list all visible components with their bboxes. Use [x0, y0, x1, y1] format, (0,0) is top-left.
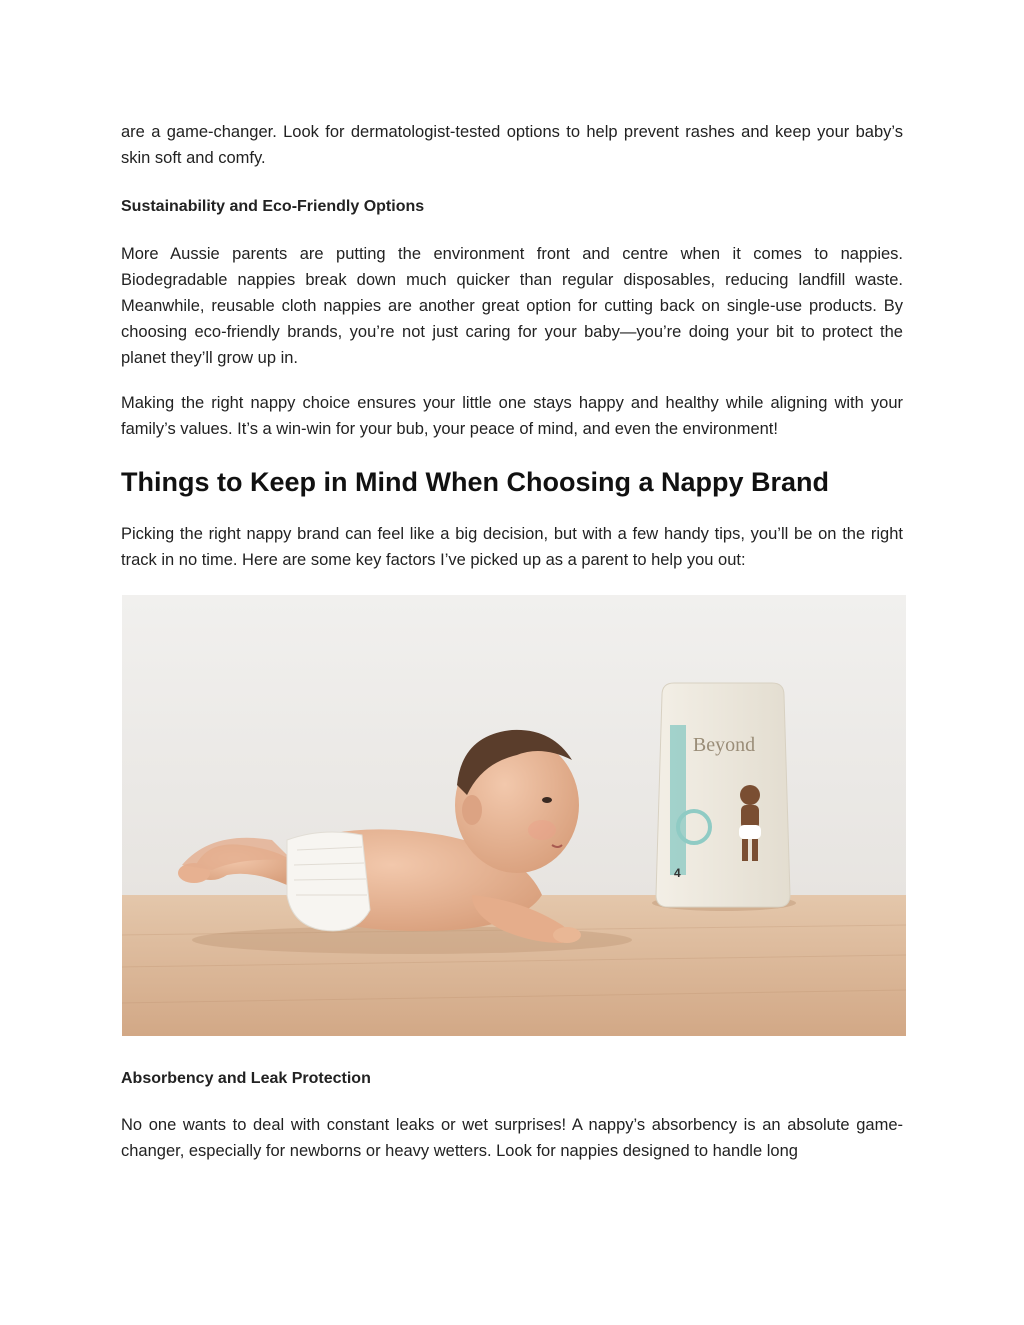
package-brand: Beyond	[692, 734, 756, 756]
package-size: 4	[674, 866, 681, 880]
subheading-sustainability: Sustainability and Eco-Friendly Options	[121, 198, 425, 215]
nappy-package	[652, 683, 796, 911]
paragraph-intro-tips: Picking the right nappy brand can feel like a big decision, but with a few handy tips, you’ll be on the right track in no time. Here are some key factors I’ve picked up as a parent to help you out:	[121, 525, 903, 569]
paragraph-skin-care: are a game-changer. Look for dermatologist-tested options to help prevent rashes and keep your baby’s skin soft and comfy.	[121, 123, 903, 167]
paragraph-sustainability: More Aussie parents are putting the environment front and centre when it comes to nappies. Biodegradable nappies break down much quicker than regular disposables, reducing landfill waste. Meanwhile, reusable cloth nappies are another great option for cutting back on single-use products. By choosing eco-friendly brands, you’re not just caring for your baby—you’re doing your bit to protect the planet they’ll grow up in.	[121, 245, 903, 367]
baby-nappy-photo	[122, 595, 906, 1036]
subheading-absorbency: Absorbency and Leak Protection	[121, 1070, 371, 1087]
section-heading: Things to Keep in Mind When Choosing a Nappy Brand	[121, 467, 829, 497]
paragraph-right-choice: Making the right nappy choice ensures your little one stays happy and healthy while aligning with your family’s values. It’s a win-win for your bub, your peace of mind, and even the environment!	[121, 394, 903, 438]
paragraph-absorbency: No one wants to deal with constant leaks or wet surprises! A nappy’s absorbency is an absolute game-changer, especially for newborns or heavy wetters. Look for nappies designed to handle long	[121, 1116, 903, 1160]
